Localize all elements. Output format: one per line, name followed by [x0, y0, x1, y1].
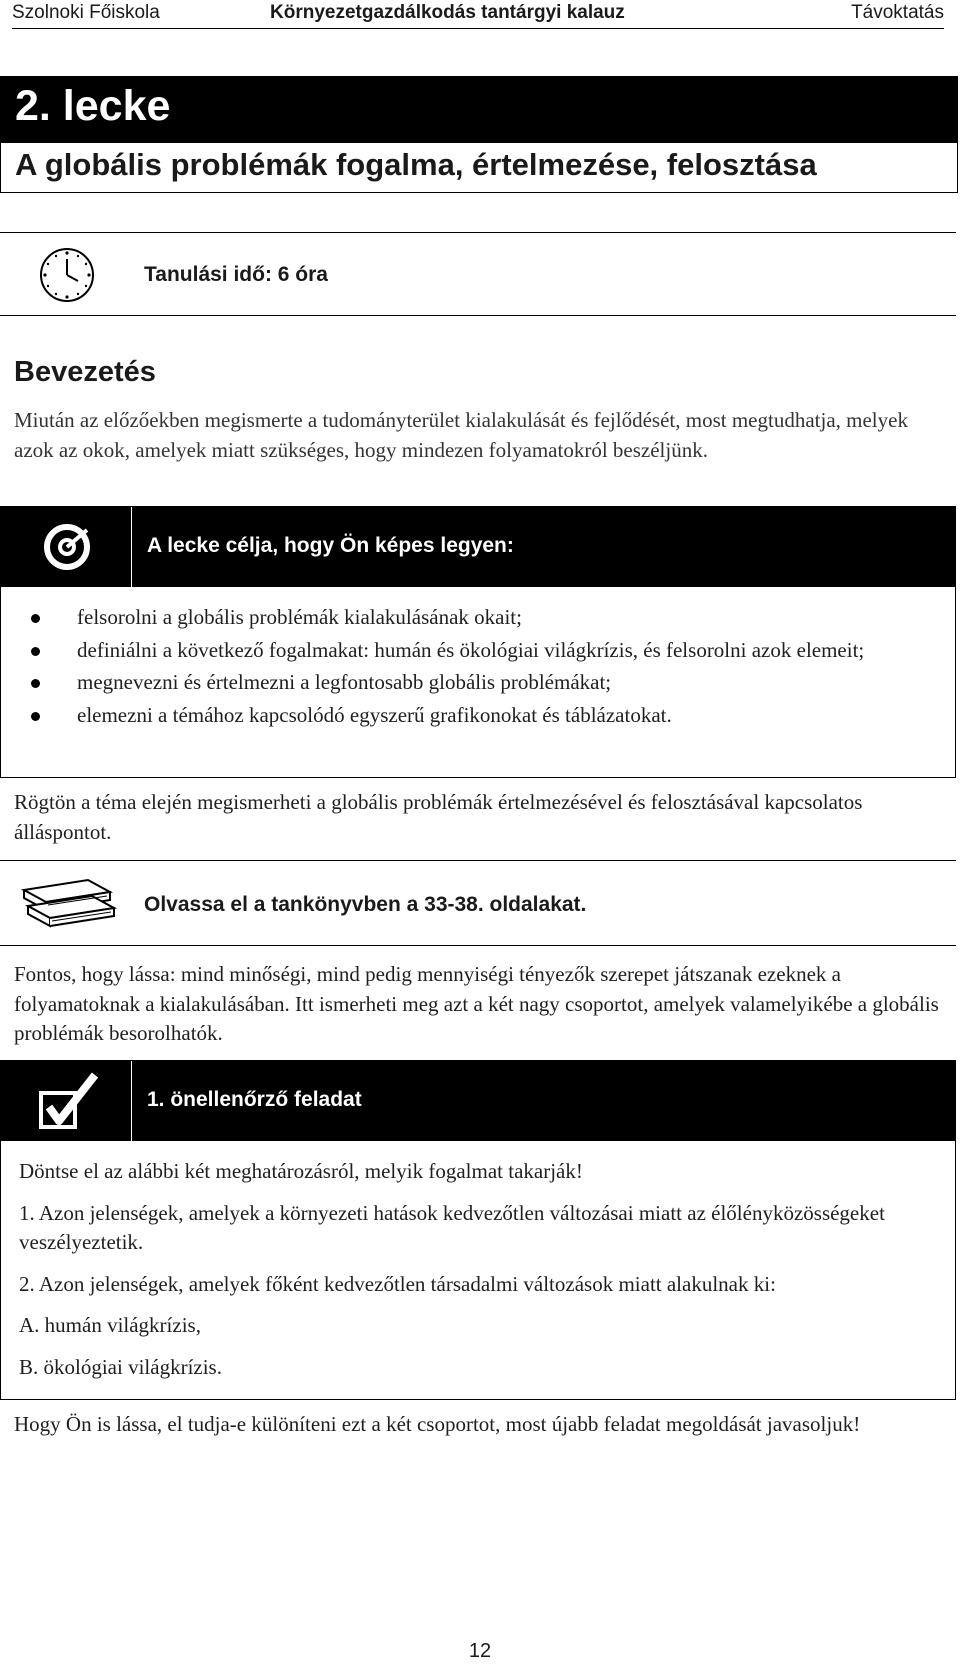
- goals-band: [1, 507, 955, 587]
- target-icon: [39, 524, 95, 570]
- goal-text: elemezni a témához kapcsolódó egyszerű grafikonokat és táblázatokat.: [77, 702, 672, 727]
- list-item: [19, 668, 939, 698]
- task-option: A. humán világkrízis,: [19, 1313, 201, 1337]
- goal-text: definiálni a következő fogalmakat: humán és ökológiai világkrízis, és felsorolni azok elemeit;: [77, 637, 865, 662]
- band-divider: [131, 1061, 132, 1141]
- self-check-box: [0, 1060, 956, 1400]
- goals-heading: A lecke célja, hogy Ön képes legyen:: [147, 534, 514, 557]
- intro-text: Miután az előzőekben megismerte a tudományterület kialakulását és fejlődését, most megtudhatja, melyek azok az okok, amelyek miatt szükséges, hogy mindezen folyamatokról beszéljünk.: [14, 408, 908, 462]
- lesson-number: 2. lecke: [15, 82, 171, 130]
- paragraph: Rögtön a téma elején megismerheti a globális problémák értelmezésével és felosztásával kapcsolatos álláspontot.: [14, 790, 863, 844]
- page-number: 12: [468, 1640, 492, 1662]
- reading-instruction: Olvassa el a tankönyvben a 33-38. oldalakat.: [144, 893, 587, 916]
- bullet-icon: [31, 647, 40, 656]
- paragraph: Fontos, hogy lássa: mind minőségi, mind pedig mennyiségi tényezők szerepet játszanak ezeknek a folyamatoknak a kialakulásában. Itt ismerheti meg azt a két nagy csoportot, amelyek valamelyikébe a globális problémák besorolhatók.: [14, 962, 939, 1045]
- header-program: Távoktatás: [851, 2, 944, 23]
- self-check-content: [19, 1157, 939, 1394]
- divider: [0, 860, 956, 861]
- divider: [0, 945, 956, 946]
- clock-icon: [38, 245, 96, 305]
- bullet-icon: [31, 679, 40, 688]
- task-instruction: Döntse el az alábbi két meghatározásról, melyik fogalmat takarják!: [19, 1159, 583, 1183]
- books-icon: [18, 876, 118, 928]
- divider: [0, 232, 956, 233]
- goal-text: felsorolni a globális problémák kialakulásának okait;: [77, 605, 522, 629]
- list-item: [19, 603, 939, 633]
- task-option: B. ökológiai világkrízis.: [19, 1354, 222, 1379]
- lesson-number-band: [1, 77, 957, 143]
- checkmark-icon: [37, 1071, 101, 1133]
- intro-heading: Bevezetés: [14, 356, 156, 388]
- goal-text: megnevezni és értelmezni a legfontosabb globális problémákat;: [77, 670, 612, 694]
- band-divider: [131, 507, 132, 587]
- list-item: [19, 701, 939, 731]
- bullet-icon: [31, 614, 40, 623]
- task-statement: 2. Azon jelenségek, amelyek főként kedvezőtlen társadalmi változások miatt alakulnak ki:: [19, 1271, 776, 1296]
- goals-box: [0, 506, 956, 778]
- paragraph: Hogy Ön is lássa, el tudja-e különíteni ezt a két csoportot, most újabb feladat megoldását javasoljuk!: [14, 1412, 861, 1436]
- task-statement: 1. Azon jelenségek, amelyek a környezeti hatások kedvezőtlen változásai miatt az élőlényközösségeket veszélyeztetik.: [19, 1200, 885, 1254]
- goal-list: [19, 603, 939, 733]
- divider: [0, 315, 956, 316]
- header-institution: Szolnoki Főiskola: [12, 2, 160, 23]
- study-time-label: Tanulási idő: 6 óra: [144, 263, 328, 286]
- header-course-title: Környezetgazdálkodás tantárgyi kalauz: [270, 2, 625, 23]
- self-check-heading: 1. önellenőrző feladat: [147, 1088, 362, 1111]
- bullet-icon: [31, 712, 40, 721]
- self-check-band: [1, 1061, 955, 1141]
- lesson-title: A globális problémák fogalma, értelmezése, felosztása: [15, 147, 817, 182]
- list-item: [19, 636, 939, 666]
- lesson-title-block: [0, 76, 958, 193]
- running-header: [12, 0, 944, 29]
